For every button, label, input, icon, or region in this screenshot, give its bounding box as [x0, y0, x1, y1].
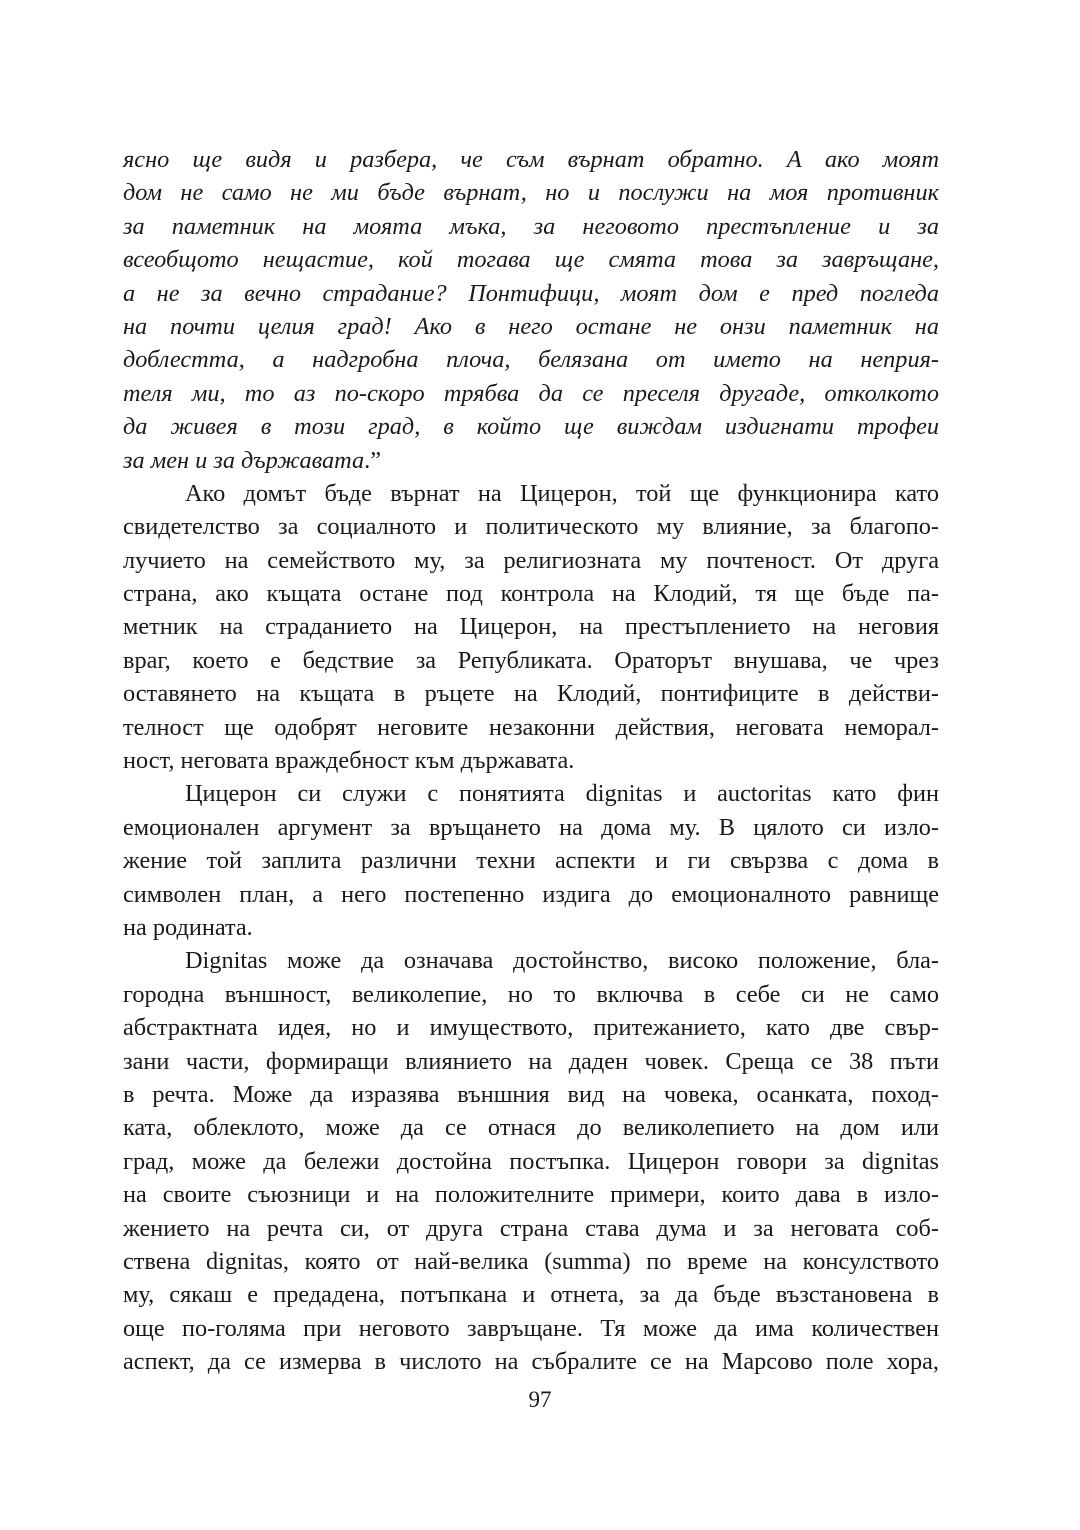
- quote-block: [123, 143, 939, 477]
- quote-line: за паметник на моята мъка, за неговото престъпление и за: [123, 212, 939, 240]
- paragraph-line: символен план, а него постепенно издига до емоционалното равнище: [123, 880, 939, 908]
- paragraph-3: [123, 944, 939, 1378]
- quote-line: ясно ще видя и разбера, че съм върнат обратно. А ако моят: [123, 146, 939, 173]
- paragraph-line: Цицерон си служи с понятията dignitas и auctoritas като фин: [185, 780, 939, 808]
- paragraph-line: оставянето на къщата в ръцете на Клодий, понтифиците в действи-: [123, 680, 939, 708]
- page-body: [123, 143, 939, 1378]
- paragraph-line: ствена dignitas, която от най-велика (summa) по време на консулството: [123, 1247, 939, 1275]
- paragraph-line: на своите съюзници и на положителните примери, които дава в изло-: [123, 1181, 939, 1209]
- paragraph-line: абстрактната идея, но и имуществото, притежанието, като две свър-: [123, 1014, 939, 1042]
- quote-line: всеобщото нещастие, кой тогава ще смята това за завръщане,: [123, 246, 939, 274]
- page-number: 97: [528, 1387, 552, 1412]
- paragraph-line: жението на речта си, от друга страна става дума и за неговата соб-: [123, 1214, 939, 1242]
- paragraph-line: городна външност, великолепие, но то включва в себе си не само: [123, 980, 939, 1008]
- quote-line: да живея в този град, в който ще виждам издигнати трофеи: [123, 413, 939, 441]
- paragraph-line: жение той заплита различни техни аспекти и ги свързва с дома в: [123, 847, 939, 875]
- quote-line: дом не само не ми бъде върнат, но и послужи на моя противник: [123, 179, 939, 207]
- quote-last-line-italic: за мен и за държавата: [123, 446, 365, 474]
- paragraph-1: [123, 477, 939, 778]
- paragraph-line: в речта. Може да изразява външния вид на човека, осанката, поход-: [123, 1080, 939, 1108]
- quote-line: теля ми, то аз по-скоро трябва да се преселя другаде, отколкото: [123, 379, 939, 407]
- paragraph-line: страна, ако къщата остане под контрола на Клодий, тя ще бъде па-: [123, 580, 939, 608]
- paragraph-line: свидетелство за социалното и политическото му влияние, за благопо-: [123, 513, 939, 541]
- paragraph-2: [123, 777, 939, 944]
- paragraph-line: град, може да бележи достойна постъпка. Цицерон говори за dignitas: [123, 1147, 939, 1175]
- paragraph-line: зани части, формиращи влиянието на даден човек. Среща се 38 пъти: [123, 1047, 939, 1075]
- paragraph-line: Ако домът бъде върнат на Цицерон, той ще функционира като: [185, 479, 939, 507]
- quote-last-line: [123, 444, 939, 477]
- paragraph-line: още по-голяма при неговото завръщане. Тя може да има количествен: [123, 1314, 939, 1342]
- quote-line: доблестта, а надгробна плоча, белязана от името на неприя-: [123, 346, 939, 374]
- paragraph-line: му, сякаш е предадена, потъпкана и отнета, за да бъде възстановена в: [123, 1281, 939, 1309]
- paragraph-line: ност, неговата враждебност към държавата.: [123, 747, 575, 775]
- paragraph-line: емоционален аргумент за връщането на дома му. В цялото си изло-: [123, 813, 939, 841]
- paragraph-line: на родината.: [123, 913, 253, 941]
- paragraph-line: враг, което е бедствие за Републиката. Ораторът внушава, че чрез: [123, 646, 939, 674]
- paragraph-line: лучието на семейството му, за религиозната му почтеност. От друга: [123, 546, 939, 574]
- paragraph-line: Dignitas може да означава достойнство, високо положение, бла-: [185, 947, 939, 975]
- paragraph-line: телност ще одобрят неговите незаконни действия, неговата неморал-: [123, 713, 939, 741]
- quote-closing-mark: .”: [364, 446, 381, 474]
- quote-line: а не за вечно страдание? Понтифици, моят дом е пред погледа: [123, 279, 939, 307]
- paragraph-line: ката, облеклото, може да се отнася до великолепието на дом или: [123, 1114, 939, 1142]
- quote-line: на почти целия град! Ако в него остане не онзи паметник на: [123, 312, 939, 340]
- paragraph-line: метник на страданието на Цицерон, на престъплението на неговия: [123, 613, 939, 641]
- paragraph-line: аспект, да се измерва в числото на събралите се на Марсово поле хора,: [123, 1348, 939, 1376]
